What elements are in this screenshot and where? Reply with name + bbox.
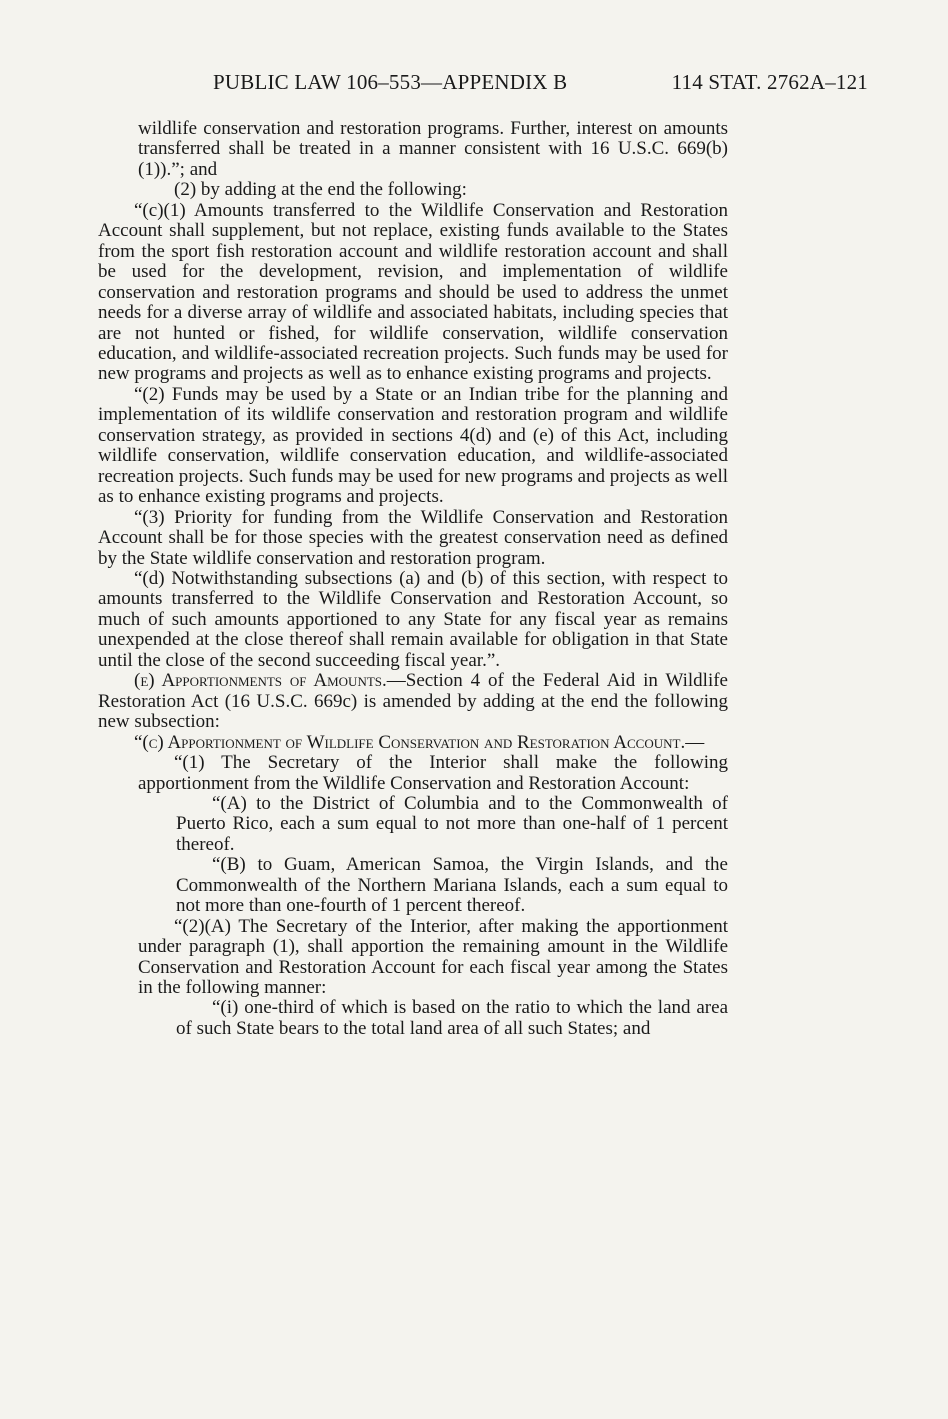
paragraph-section-e — [98, 671, 728, 732]
paragraph-subsection-c3: “(3) Priority for funding from the Wildlife Conservation and Restoration Account shall be for those species with the greatest conservation need as defined by the State wildlife conservation and restoration program. — [98, 506, 728, 569]
section-e-heading: (e) Apportionments of Amounts. — [134, 670, 387, 692]
paragraph-new-subsection-c — [98, 733, 728, 753]
paragraph-apportionment-a: “(A) to the District of Columbia and to the Commonwealth of Puerto Rico, each a sum equal to not more than one-half of 1 percent thereof. — [176, 792, 728, 855]
paragraph-subsection-c1: “(c)(1) Amounts transferred to the Wildlife Conservation and Restoration Account shall supplement, but not replace, existing funds available to the States from the sport fish restoration account and wildlife restoration account and shall be used for the development, revision, and implementation of wildlife conservation and restoration programs and should be used to address the unmet needs for a diverse array of wildlife and associated habitats, including species that are not hunted or fished, for wildlife conservation, wildlife conservation education, and wildlife-associated recreation projects. Such funds may be used for new programs and projects as well as to enhance existing programs and projects. — [98, 199, 728, 385]
page-body — [98, 119, 728, 1039]
paragraph-subsection-c2: “(2) Funds may be used by a State or an Indian tribe for the planning and implementation of its wildlife conservation and restoration program and wildlife conservation strategy, as provided in sections 4(d) and (e) of this Act, including wildlife conservation, wildlife conservation education, and wildlife-associated recreation projects. Such funds may be used for new programs and projects as well as to enhance existing programs and projects. — [98, 383, 728, 508]
paragraph-apportionment-2a: “(2)(A) The Secretary of the Interior, after making the apportionment under paragraph (1), shall apportion the remaining amount in the Wildlife Conservation and Restoration Account for each fiscal year among the States in the following manner: — [138, 915, 728, 999]
paragraph-subsection-d: “(d) Notwithstanding subsections (a) and (b) of this section, with respect to amounts transferred to the Wildlife Conservation and Restoration Account, so much of such amounts apportioned to any State for any fiscal year as remains unexpended at the close thereof shall remain available for obligation in that State until the close of the second succeeding fiscal year.”. — [98, 567, 728, 671]
paragraph-apportionment-1: “(1) The Secretary of the Interior shall make the following apportionment from the Wildlife Conservation and Restoration Account: — [138, 752, 728, 794]
header-stat-page: 114 STAT. 2762A–121 — [671, 70, 868, 94]
paragraph-item-2: (2) by adding at the end the following: — [174, 179, 467, 201]
section-e-text: —Section 4 of the Federal Aid in Wildlife Restoration Act (16 U.S.C. 669c) is amended by adding at the end the following new subsection: — [98, 670, 728, 733]
paragraph-apportionment-b: “(B) to Guam, American Samoa, the Virgin Islands, and the Commonwealth of the Northern Mariana Islands, each a sum equal to not more than one-fourth of 1 percent thereof. — [176, 854, 728, 917]
new-subsection-c-heading: “(c) Apportionment of Wildlife Conservation and Restoration Account. — [134, 731, 686, 753]
paragraph-apportionment-i: “(i) one-third of which is based on the ratio to which the land area of such State bears to the total land area of all such States; and — [176, 997, 728, 1039]
paragraph-continuation: wildlife conservation and restoration programs. Further, interest on amounts transferred shall be treated in a manner consistent with 16 U.S.C. 669(b)(1)).”; and — [138, 118, 728, 180]
header-title: PUBLIC LAW 106–553—APPENDIX B — [213, 70, 568, 94]
page-header — [213, 66, 868, 98]
new-subsection-c-dash: — — [685, 731, 705, 753]
